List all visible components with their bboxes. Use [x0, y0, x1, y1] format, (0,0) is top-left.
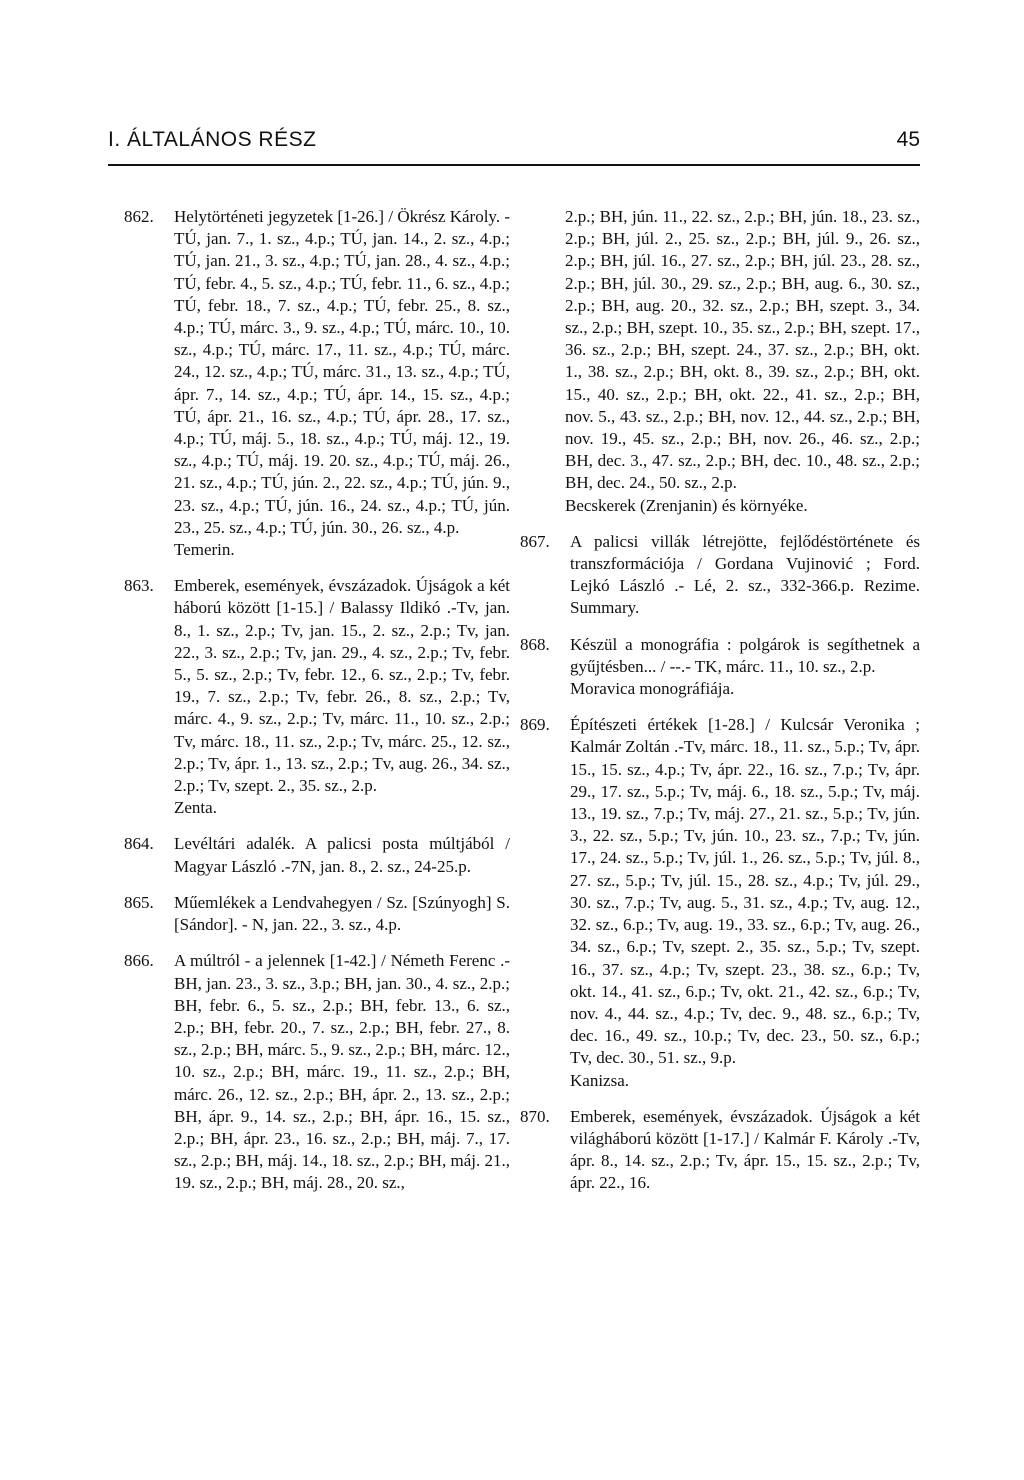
- left-column: [124, 206, 510, 1209]
- entry-number: 868.: [520, 634, 550, 654]
- entry-869: [520, 714, 920, 1091]
- entry-place: Becskerek (Zrenjanin) és környéke.: [565, 495, 808, 515]
- entry-863: [124, 575, 510, 819]
- entry-number: 870.: [520, 1106, 550, 1126]
- running-header: [108, 128, 920, 158]
- entry-text: Emberek, események, évszázadok. Újságok a két világháború között [1-17.] / Kalmár F. Károly .-Tv, ápr. 8., 14. sz., 2.p.; Tv, ápr. 15., 15. sz., 2.p.; Tv, ápr. 22., 16.: [570, 1106, 920, 1193]
- header-rule: [108, 164, 920, 166]
- section-title: I. ÁLTALÁNOS RÉSZ: [108, 128, 317, 151]
- entry-864: [124, 833, 510, 877]
- entry-862: [124, 206, 510, 561]
- page-number: 45: [896, 128, 920, 151]
- entry-text: A múltról - a jelennek [1-42.] / Németh Ferenc .-BH, jan. 23., 3. sz., 3.p.; BH, jan. 30., 4. sz., 2.p.; BH, febr. 6., 5. sz., 2.p.; BH, febr. 13., 6. sz., 2.p.; BH, febr. 20., 7. sz., 2.p.; BH, febr. 27., 8. sz., 2.p.; BH, márc. 5., 9. sz., 2.p.; BH, márc. 12., 10. sz., 2.p.; BH, márc. 19., 11. sz., 2.p.; BH, márc. 26., 12. sz., 2.p.; BH, ápr. 2., 13. sz., 2.p.; BH, ápr. 9., 14. sz., 2.p.; BH, ápr. 16., 15. sz., 2.p.; BH, ápr. 23., 16. sz., 2.p.; BH, máj. 7., 17. sz., 2.p.; BH, máj. 14., 18. sz., 2.p.; BH, máj. 21., 19. sz., 2.p.; BH, máj. 28., 20. sz.,: [174, 951, 510, 1193]
- entry-text: Műemlékek a Lendvahegyen / Sz. [Szúnyogh] S. [Sándor]. - N, jan. 22., 3. sz., 4.p.: [174, 892, 510, 935]
- entry-place: Moravica monográfiája.: [570, 679, 735, 699]
- entry-text: Építészeti értékek [1-28.] / Kulcsár Veronika ; Kalmár Zoltán .-Tv, márc. 18., 11. sz., 5.p.; Tv, ápr. 15., 15. sz., 4.p.; Tv, ápr. 22., 16. sz., 7.p.; Tv, ápr. 29., 17. sz., 5.p.; Tv, máj. 6., 18. sz., 5.p.; Tv, máj. 13., 19. sz., 7.p.; Tv, máj. 27., 21. sz., 5.p.; Tv, jún. 3., 22. sz., 5.p.; Tv, jún. 10., 23. sz., 7.p.; Tv, jún. 17., 24. sz., 5.p.; Tv, júl. 1., 26. sz., 5.p.; Tv, júl. 8., 27. sz., 5.p.; Tv, júl. 15., 28. sz., 4.p.; Tv, júl. 29., 30. sz., 7.p.; Tv, aug. 5., 31. sz., 4.p.; Tv, aug. 12., 32. sz., 6.p.; Tv, aug. 19., 33. sz., 6.p.; Tv, aug. 26., 34. sz., 6.p.; Tv, szept. 2., 35. sz., 5.p.; Tv, szept. 16., 37. sz., 4.p.; Tv, szept. 23., 38. sz., 6.p.; Tv, okt. 14., 41. sz., 6.p.; Tv, okt. 21., 42. sz., 6.p.; Tv, nov. 4., 44. sz., 4.p.; Tv, dec. 9., 48. sz., 6.p.; Tv, dec. 16., 49. sz., 10.p.; Tv, dec. 23., 50. sz., 6.p.; Tv, dec. 30., 51. sz., 9.p.: [570, 715, 920, 1068]
- entry-number: 869.: [520, 715, 550, 735]
- entry-865: [124, 892, 510, 936]
- entry-867: [520, 531, 920, 620]
- entry-place: Zenta.: [174, 798, 217, 818]
- entry-text: Emberek, események, évszázadok. Újságok a két háború között [1-15.] / Balassy Ildikó .-Tv, jan. 8., 1. sz., 2.p.; Tv, jan. 15., 2. sz., 2.p.; Tv, jan. 22., 3. sz., 2.p.; Tv, jan. 29., 4. sz., 2.p.; Tv, febr. 5., 5. sz., 2.p.; Tv, febr. 12., 6. sz., 2.p.; Tv, febr. 19., 7. sz., 2.p.; Tv, febr. 26., 8. sz., 2.p.; Tv, márc. 4., 9. sz., 2.p.; Tv, márc. 11., 10. sz., 2.p.; Tv, márc. 18., 11. sz., 2.p.; Tv, márc. 25., 12. sz., 2.p.; Tv, ápr. 1., 13. sz., 2.p.; Tv, aug. 26., 34. sz., 2.p.; Tv, szept. 2., 35. sz., 2.p.: [174, 576, 510, 796]
- entry-866: [124, 950, 510, 1194]
- entry-866-continuation: [520, 206, 920, 517]
- entry-text: Levéltári adalék. A palicsi posta múltjából / Magyar László .-7N, jan. 8., 2. sz., 24-25.p.: [174, 834, 510, 876]
- entry-number: 867.: [520, 531, 550, 551]
- entry-number: 866.: [124, 951, 154, 971]
- entry-text: Helytörténeti jegyzetek [1-26.] / Ökrész Károly. - TÚ, jan. 7., 1. sz., 4.p.; TÚ, jan. 14., 2. sz., 4.p.; TÚ, jan. 21., 3. sz., 4.p.; TÚ, jan. 28., 4. sz., 4.p.; TÚ, febr. 4., 5. sz., 4.p.; TÚ, febr. 11., 6. sz., 4.p.; TÚ, febr. 18., 7. sz., 4.p.; TÚ, febr. 25., 8. sz., 4.p.; TÚ, márc. 3., 9. sz., 4.p.; TÚ, márc. 10., 10. sz., 4.p.; TÚ, márc. 17., 11. sz., 4.p.; TÚ, márc. 24., 12. sz., 4.p.; TÚ, márc. 31., 13. sz., 4.p.; TÚ, ápr. 7., 14. sz., 4.p.; TÚ, ápr. 14., 15. sz., 4.p.; TÚ, ápr. 21., 16. sz., 4.p.; TÚ, ápr. 28., 17. sz., 4.p.; TÚ, máj. 5., 18. sz., 4.p.; TÚ, máj. 12., 19. sz., 4.p.; TÚ, máj. 19. 20. sz., 4.p.; TÚ, máj. 26., 21. sz., 4.p.; TÚ, jún. 2., 22. sz., 4.p.; TÚ, jún. 9., 23. sz., 4.p.; TÚ, jún. 16., 24. sz., 4.p.; TÚ, jún. 23., 25. sz., 4.p.; TÚ, jún. 30., 26. sz., 4.p.: [174, 207, 510, 537]
- continuation-text: 2.p.; BH, jún. 11., 22. sz., 2.p.; BH, jún. 18., 23. sz., 2.p.; BH, júl. 2., 25. sz., 2.p.; BH, júl. 9., 26. sz., 2.p.; BH, júl. 16., 27. sz., 2.p.; BH, júl. 23., 28. sz., 2.p.; BH, júl. 30., 29. sz., 2.p.; BH, aug. 6., 30. sz., 2.p.; BH, aug. 20., 32. sz., 2.p.; BH, szept. 3., 34. sz., 2.p.; BH, szept. 10., 35. sz., 2.p.; BH, szept. 17., 36. sz., 2.p.; BH, szept. 24., 37. sz., 2.p.; BH, okt. 1., 38. sz., 2.p.; BH, okt. 8., 39. sz., 2.p.; BH, okt. 15., 40. sz., 2.p.; BH, okt. 22., 41. sz., 2.p.; BH, nov. 5., 43. sz., 2.p.; BH, nov. 12., 44. sz., 2.p.; BH, nov. 19., 45. sz., 2.p.; BH, nov. 26., 46. sz., 2.p.; BH, dec. 3., 47. sz., 2.p.; BH, dec. 10., 48. sz., 2.p.; BH, dec. 24., 50. sz., 2.p.: [565, 207, 920, 493]
- entry-text: Készül a monográfia : polgárok is segíthetnek a gyűjtésben... / --.- TK, márc. 11., 10. sz., 2.p.: [570, 634, 920, 676]
- entry-text: A palicsi villák létrejötte, fejlődéstörténete és transzformációja / Gordana Vujinović ; Ford. Lejkó László .- Lé, 2. sz., 332-366.p. Rezime. Summary.: [570, 531, 920, 618]
- entry-number: 864.: [124, 834, 154, 854]
- entry-868: [520, 634, 920, 701]
- entry-number: 865.: [124, 892, 154, 912]
- right-column: [520, 206, 920, 1209]
- entry-number: 862.: [124, 207, 154, 226]
- entry-place: Temerin.: [174, 540, 235, 560]
- entry-870: [520, 1106, 920, 1195]
- entry-number: 863.: [124, 576, 154, 596]
- entry-place: Kanizsa.: [570, 1070, 630, 1090]
